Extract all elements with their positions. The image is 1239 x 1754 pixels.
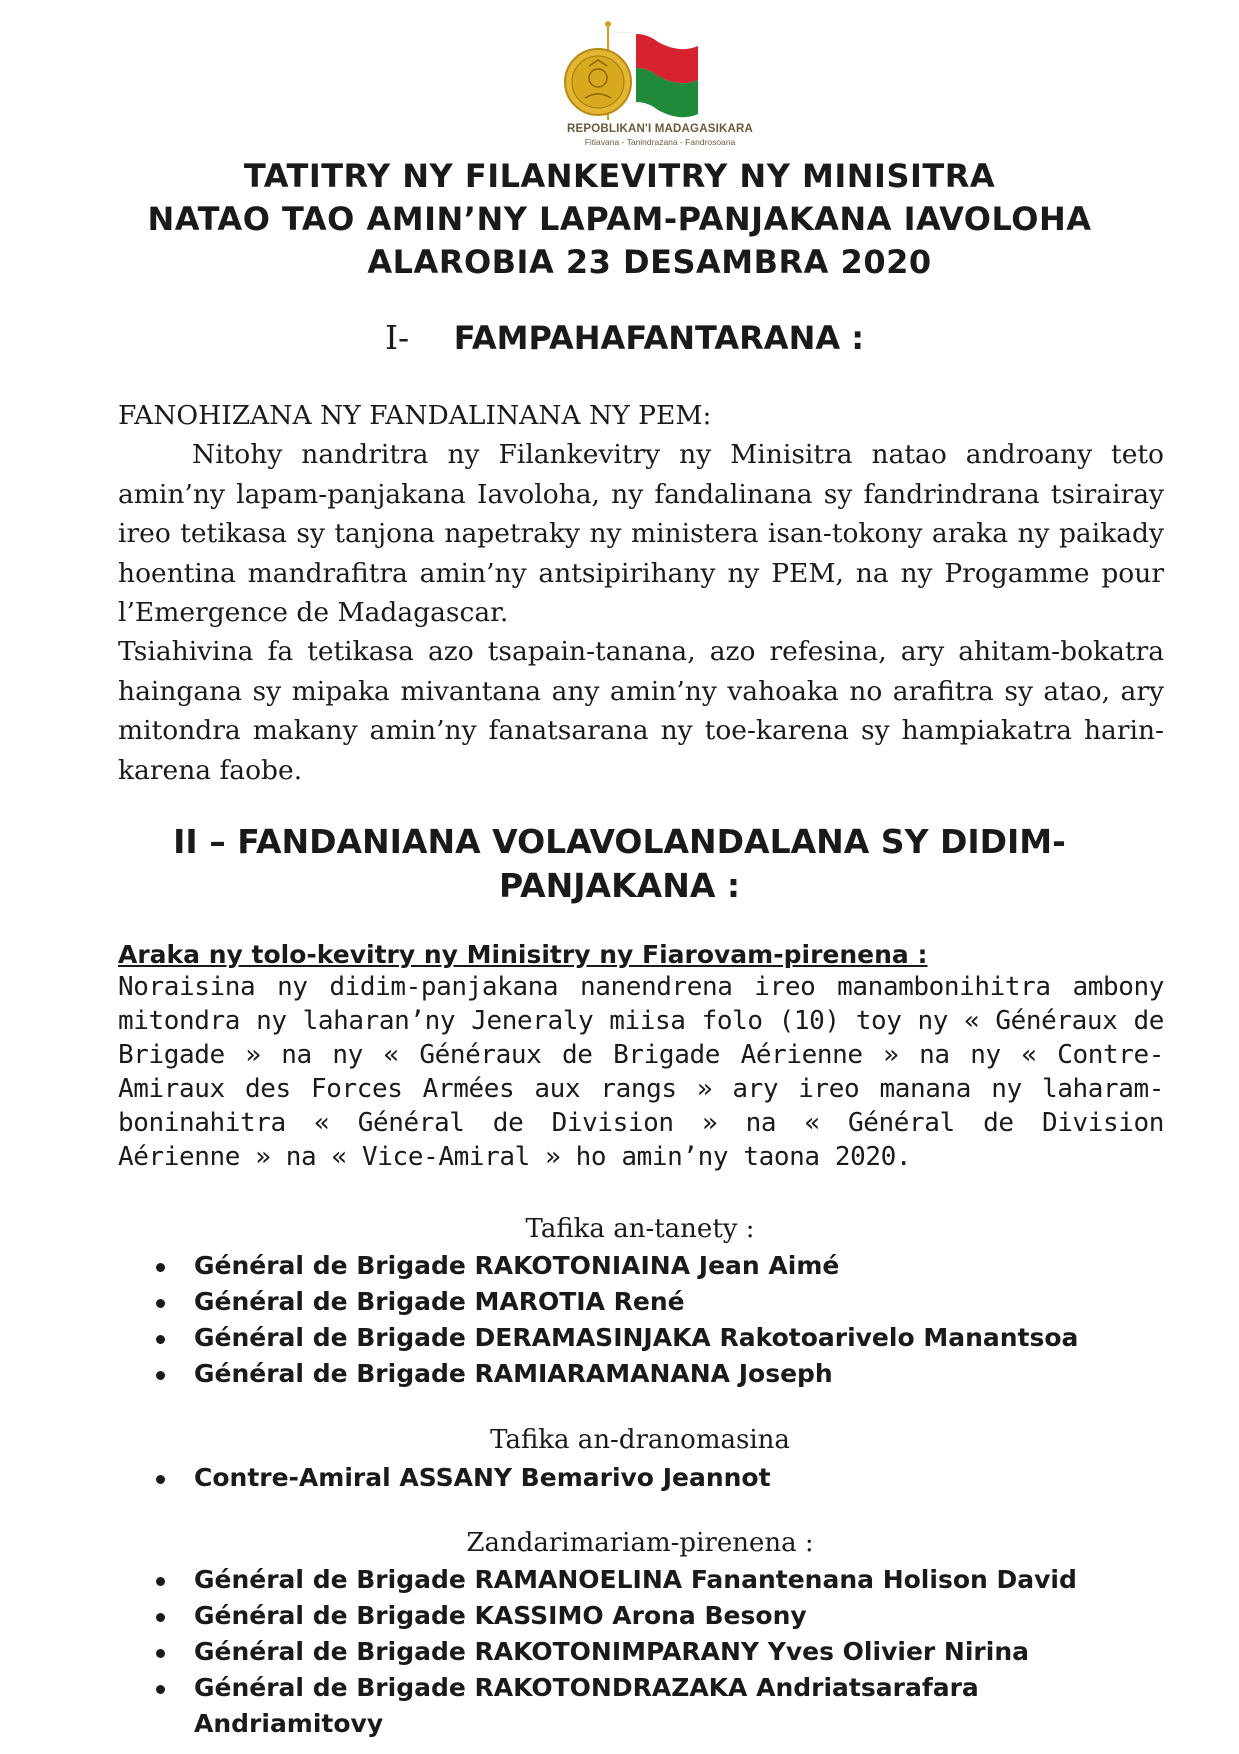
bullet-icon: [156, 1613, 165, 1622]
bullet-icon: [156, 1475, 165, 1484]
document-title-line-2: NATAO TAO AMIN’NY LAPAM-PANJAKANA IAVOLOHA: [147, 200, 1092, 238]
bullet-icon: [156, 1335, 165, 1344]
section-2-paragraph: Noraisina ny didim-panjakana nanendrena ireo manambonihitra ambony mitondra ny laharan’ny Jeneraly miisa folo (10) toy ny « Généraux de Brigade » na ny « Généraux de Brigade Aérienne » na ny « Contre-Amiraux des Forces Armées aux rangs » ary ireo manana ny laharam-boninahitra « Général de Division » na « Général de Division Aérienne » na « Vice-Amiral » ho amin’ny taona 2020.: [118, 972, 1164, 1172]
document-title-line-1: TATITRY NY FILANKEVITRY NY MINISITRA: [243, 157, 996, 195]
list-item: Général de Brigade RAKOTONIAINA Jean Aimé: [150, 1248, 1078, 1284]
section-2-title-line-2: PANJAKANA :: [498, 866, 741, 905]
list-item: Général de Brigade RAMANOELINA Fanantenana Holison David: [150, 1562, 1077, 1598]
list-item: Général de Brigade RAKOTONDRAZAKA Andriatsarafara: [150, 1670, 1077, 1706]
bullet-icon: [156, 1263, 165, 1272]
list-item: Général de Brigade MAROTIA René: [150, 1284, 1078, 1320]
group-label-gendarmerie: Zandarimariam-pirenena :: [466, 1528, 814, 1558]
bullet-icon: [156, 1577, 165, 1586]
section-1-heading: [385, 318, 864, 357]
section-1-paragraph-1: Nitohy nandritra ny Filankevitry ny Minisitra natao androany teto amin’ny lapam-panjakana Iavoloha, ny fandalinana sy fandrindrana tsirairay ireo tetikasa sy tanjona napetraky ny ministera isan-tokony araka ny paikady hoentina mandrafitra amin’ny antsipirihany ny PEM, na ny Progamme pour l’Emergence de Madagascar.: [118, 439, 1164, 628]
section-2-subheading: Araka ny tolo-kevitry ny Minisitry ny Fiarovam-pirenena :: [118, 940, 928, 969]
bullet-icon: [156, 1299, 165, 1308]
logo-title: REPOBLIKAN'I MADAGASIKARA: [567, 123, 753, 135]
list-item: Général de Brigade DERAMASINJAKA Rakotoarivelo Manantsoa: [150, 1320, 1078, 1356]
army-generals-list: [150, 1248, 1078, 1392]
bullet-icon: [156, 1649, 165, 1658]
list-item: Général de Brigade RAMIARAMANANA Joseph: [150, 1356, 1078, 1392]
navy-admirals-list: [150, 1460, 771, 1496]
section-1-paragraph-2: Tsiahivina fa tetikasa azo tsapain-tanana, azo refesina, ary ahitam-bokatra haingana sy mipaka mivantana any amin’ny vahoaka no arafitra sy atao, ary mitondra makany amin’ny fanatsarana ny toe-karena sy hampiakatra harin-karena faobe.: [118, 636, 1164, 786]
list-item: Contre-Amiral ASSANY Bemarivo Jeannot: [150, 1460, 771, 1496]
document-title-date: ALAROBIA 23 DESAMBRA 2020: [367, 243, 932, 281]
section-1-subtitle: FANOHIZANA NY FANDALINANA NY PEM:: [118, 400, 712, 431]
group-label-army: Tafika an-tanety :: [525, 1214, 755, 1244]
group-label-navy: Tafika an-dranomasina: [490, 1425, 790, 1455]
bullet-icon: [156, 1685, 165, 1694]
list-item: Général de Brigade RAKOTONIMPARANY Yves Olivier Nirina: [150, 1634, 1077, 1670]
coat-of-arms-icon: [540, 20, 780, 125]
section-1-number: I-: [385, 318, 410, 357]
list-item: Général de Brigade KASSIMO Arona Besony: [150, 1598, 1077, 1634]
bullet-icon: [156, 1371, 165, 1380]
gendarmerie-generals-list: [150, 1562, 1077, 1742]
republic-logo: [540, 20, 780, 148]
section-1-title: FAMPAHAFANTARANA :: [453, 319, 865, 357]
section-2-title-line-1: II – FANDANIANA VOLAVOLANDALANA SY DIDIM-: [173, 822, 1066, 861]
logo-motto: Fitiavana - Tanindrazana - Fandrosoana: [584, 137, 736, 147]
list-item-continuation: Andriamitovy: [194, 1709, 384, 1738]
